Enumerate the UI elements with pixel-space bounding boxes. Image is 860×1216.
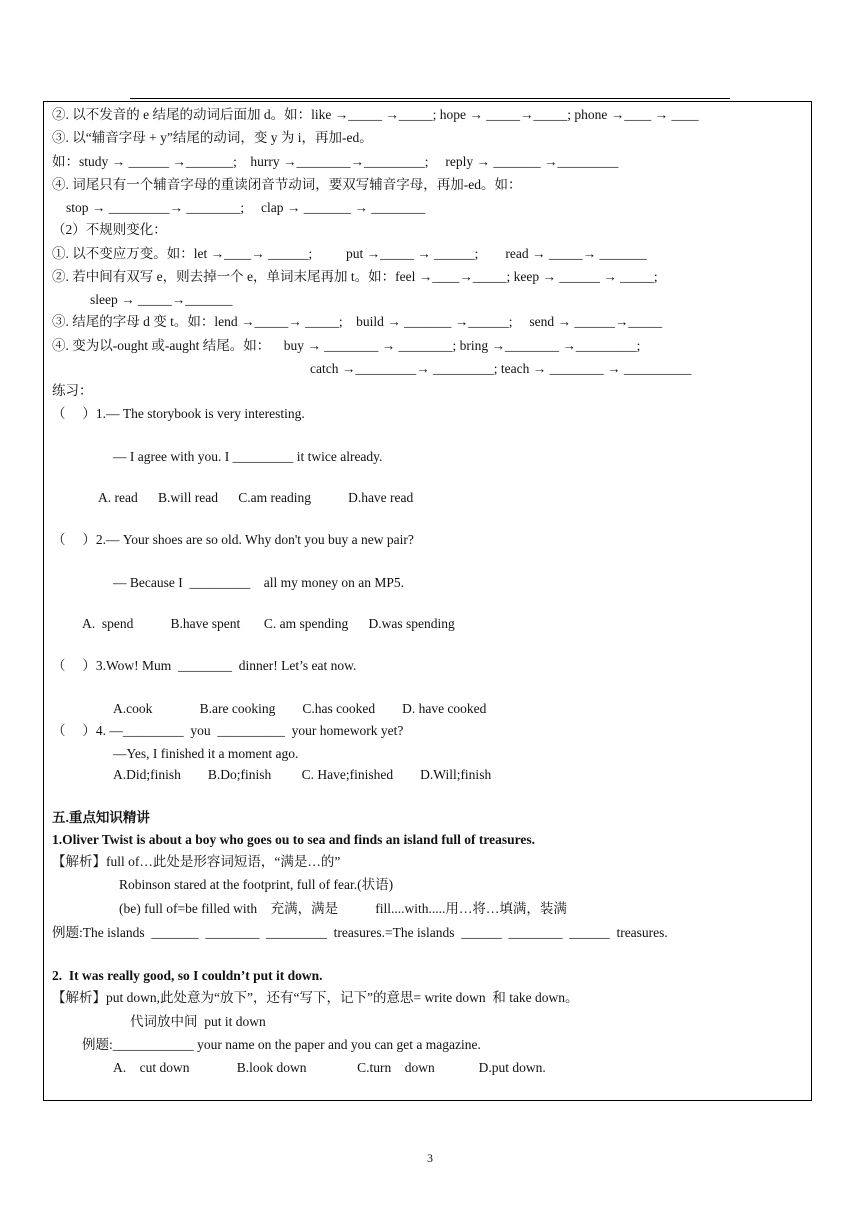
question-2-options: A. spend B.have spent C. am spending D.was spending xyxy=(82,616,455,631)
question-1-options: A. read B.will read C.am reading D.have read xyxy=(98,490,414,505)
irregular-rule-4-cont: catch →_________→ _________; teach → ________ → __________ xyxy=(310,361,692,376)
key-sentence-2: 2. It was really good, so I couldn’t put it down. xyxy=(52,968,323,983)
irregular-heading: （2）不规则变化： xyxy=(52,222,167,237)
analysis-1: 【解析】full of…此处是形容词短语，“满是…的” xyxy=(52,854,341,869)
question-1: （ ）1.— The storybook is very interesting. xyxy=(52,406,305,421)
exercise-2-options: A. cut down B.look down C.turn down D.put down. xyxy=(113,1060,546,1075)
practice-heading: 练习： xyxy=(52,383,93,398)
rule-silent-e: ②. 以不发音的 e 结尾的动词后面加 d。如：like →_____ →_____; hope → _____→_____; phone →____ → ____ xyxy=(52,107,699,122)
question-1-reply: — I agree with you. I _________ it twice already. xyxy=(113,449,383,464)
section-5-heading: 五.重点知识精讲 xyxy=(52,810,150,825)
rule-consonant-y-examples: 如：study → ______ →_______; hurry →________→_________; reply → _______ →_________ xyxy=(52,154,619,169)
exercise-1: 例题:The islands _______ ________ _________ treasures.=The islands ______ ________ ______ treasures. xyxy=(52,925,668,940)
question-2: （ ）2.— Your shoes are so old. Why don't you buy a new pair? xyxy=(52,532,414,547)
key-sentence-1: 1.Oliver Twist is about a boy who goes ou to sea and finds an island full of treasures. xyxy=(52,832,535,847)
page-number: 3 xyxy=(427,1151,433,1165)
irregular-rule-3: ③. 结尾的字母 d 变 t。如：lend →_____→ _____; build → _______ →______; send → ______→_____ xyxy=(52,314,663,329)
question-2-reply: — Because I _________ all my money on an MP5. xyxy=(113,575,404,590)
question-3-options: A.cook B.are cooking C.has cooked D. have cooked xyxy=(113,701,487,716)
analysis-1-example-1: Robinson stared at the footprint, full of fear.(状语) xyxy=(119,877,394,892)
irregular-rule-2-cont: sleep → _____→_______ xyxy=(90,292,233,307)
irregular-rule-2: ②. 若中间有双写 e，则去掉一个 e，单词末尾再加 t。如：feel →____→_____; keep → ______ → _____; xyxy=(52,269,658,284)
header-rule xyxy=(130,98,730,99)
exercise-2: 例题:____________ your name on the paper and you can get a magazine. xyxy=(82,1037,481,1052)
analysis-2: 【解析】put down,此处意为“放下”，还有“写下，记下”的意思= write down 和 take down。 xyxy=(52,990,579,1005)
question-4-reply: —Yes, I finished it a moment ago. xyxy=(113,746,299,761)
irregular-rule-4: ④. 变为以-ought 或-aught 结尾。如： buy → ________ → ________; bring →________ →_________; xyxy=(52,338,641,353)
analysis-1-example-2: (be) full of=be filled with 充满，满是 fill....with.....用…将…填满，装满 xyxy=(119,901,567,916)
analysis-2-note: 代词放中间 put it down xyxy=(130,1014,266,1029)
irregular-rule-1: ①. 以不变应万变。如：let →____→ ______; put →_____ → ______; read → _____→ _______ xyxy=(52,246,647,261)
rule-double-consonant: ④. 词尾只有一个辅音字母的重读闭音节动词，要双写辅音字母，再加-ed。如： xyxy=(52,177,522,192)
question-3: （ ）3.Wow! Mum ________ dinner! Let’s eat now. xyxy=(52,658,357,673)
rule-consonant-y: ③. 以“辅音字母 + y”结尾的动词，变 y 为 i，再加-ed。 xyxy=(52,130,373,145)
question-4-options: A.Did;finish B.Do;finish C. Have;finished D.Will;finish xyxy=(113,767,492,782)
question-4: （ ）4. —_________ you __________ your homework yet? xyxy=(52,723,404,738)
rule-double-consonant-examples: stop → _________→ ________; clap → _______ → ________ xyxy=(66,200,426,215)
